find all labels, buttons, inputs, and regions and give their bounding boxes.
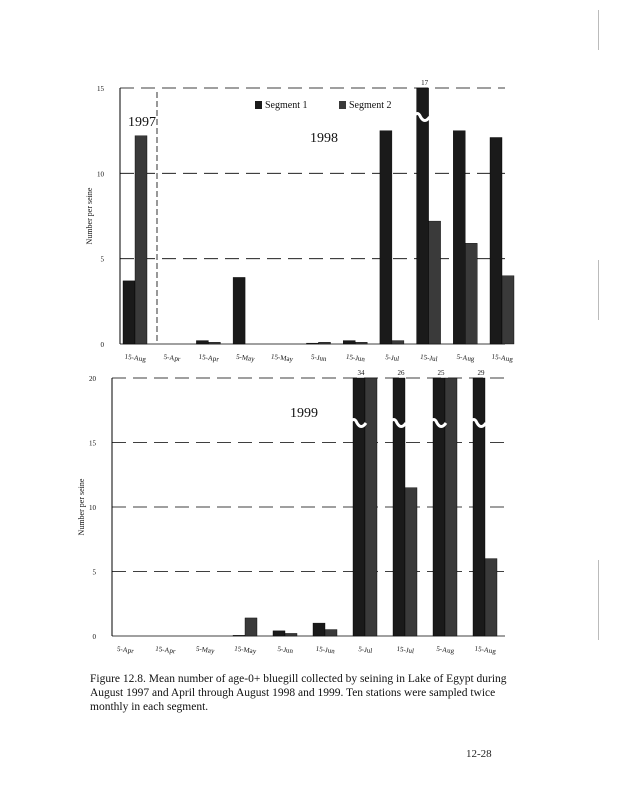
x-tick-label: 5-Jun xyxy=(310,352,328,364)
bar xyxy=(233,277,245,344)
bar xyxy=(196,341,208,344)
x-tick-label: 5-May xyxy=(195,644,216,656)
y-tick-label: 10 xyxy=(97,170,104,179)
bar xyxy=(285,633,297,636)
x-tick-label: 15-Aug xyxy=(124,352,147,364)
bar xyxy=(245,618,257,636)
bar xyxy=(233,635,245,636)
bar xyxy=(417,88,429,344)
bar xyxy=(465,243,477,344)
bar xyxy=(355,342,367,344)
edge-mark xyxy=(598,560,599,640)
y-tick-label: 20 xyxy=(89,375,96,383)
bar xyxy=(343,341,355,344)
x-tick-label: 15-Jul xyxy=(419,352,439,364)
bar xyxy=(502,276,514,344)
bar xyxy=(273,631,285,636)
bar-value-label: 34 xyxy=(357,369,365,377)
bar xyxy=(325,630,337,636)
period-label: 1997 xyxy=(128,115,156,130)
x-tick-label: 15-Jul xyxy=(396,644,415,656)
bar xyxy=(307,343,319,344)
bar xyxy=(380,131,392,344)
y-tick-label: 15 xyxy=(89,439,96,448)
bar xyxy=(445,378,457,636)
y-axis-label: Number per seine xyxy=(77,478,86,536)
bar xyxy=(405,488,417,636)
bar-value-label: 26 xyxy=(397,369,405,377)
x-tick-label: 15-Apr xyxy=(198,352,220,364)
bar xyxy=(123,281,135,344)
bar xyxy=(473,378,485,636)
legend-label: Segment 2 xyxy=(349,100,392,111)
bar xyxy=(490,137,502,344)
x-tick-label: 5-May xyxy=(235,352,256,364)
y-tick-label: 15 xyxy=(97,85,104,93)
x-tick-label: 5-Apr xyxy=(163,352,181,364)
bar xyxy=(485,559,497,636)
bar xyxy=(393,378,405,636)
x-tick-label: 5-Aug xyxy=(435,644,455,656)
bar xyxy=(353,378,365,636)
legend-swatch xyxy=(255,101,262,109)
legend-label: Segment 1 xyxy=(265,100,308,111)
x-tick-label: 15-May xyxy=(270,352,294,364)
x-tick-label: 15-Aug xyxy=(474,644,497,656)
bar xyxy=(319,342,331,344)
edge-mark xyxy=(598,10,599,50)
bar xyxy=(433,378,445,636)
bar xyxy=(429,221,441,344)
x-tick-label: 5-Aug xyxy=(456,352,475,364)
x-tick-label: 15-Aug xyxy=(491,352,514,364)
x-tick-label: 5-Apr xyxy=(116,644,135,656)
figure-caption: Figure 12.8. Mean number of age-0+ bluegill collected by seining in Lake of Egypt during August 1997 and April through August 1998 and 1999. Ten stations were sampled twice monthly in each segment. xyxy=(90,673,507,713)
x-tick-label: 15-Jun xyxy=(345,352,366,364)
x-tick-label: 5-Jul xyxy=(384,353,400,363)
x-tick-label: 5-Jul xyxy=(357,645,373,655)
y-tick-label: 10 xyxy=(89,504,96,512)
x-tick-label: 15-Apr xyxy=(154,644,176,656)
bar-value-label: 25 xyxy=(437,369,445,377)
x-tick-label: 15-Jun xyxy=(315,644,336,656)
period-label: 1998 xyxy=(310,131,338,146)
bar xyxy=(313,623,325,636)
y-tick-label: 5 xyxy=(100,255,104,264)
y-tick-label: 0 xyxy=(100,341,104,349)
bar xyxy=(365,378,377,636)
bar-value-label: 17 xyxy=(421,79,429,87)
bar xyxy=(135,136,147,344)
y-tick-label: 0 xyxy=(92,633,96,641)
edge-mark xyxy=(598,260,599,320)
bar xyxy=(392,341,404,344)
x-tick-label: 15-May xyxy=(233,644,257,656)
y-tick-label: 5 xyxy=(92,568,96,577)
period-label: 1999 xyxy=(290,406,318,421)
y-axis-label: Number per seine xyxy=(85,187,94,245)
legend-swatch xyxy=(339,101,346,109)
bar xyxy=(208,342,220,344)
x-tick-label: 5-Jun xyxy=(277,644,294,656)
bar xyxy=(453,131,465,344)
bar-value-label: 29 xyxy=(477,369,485,377)
page-number: 12-28 xyxy=(466,748,492,760)
